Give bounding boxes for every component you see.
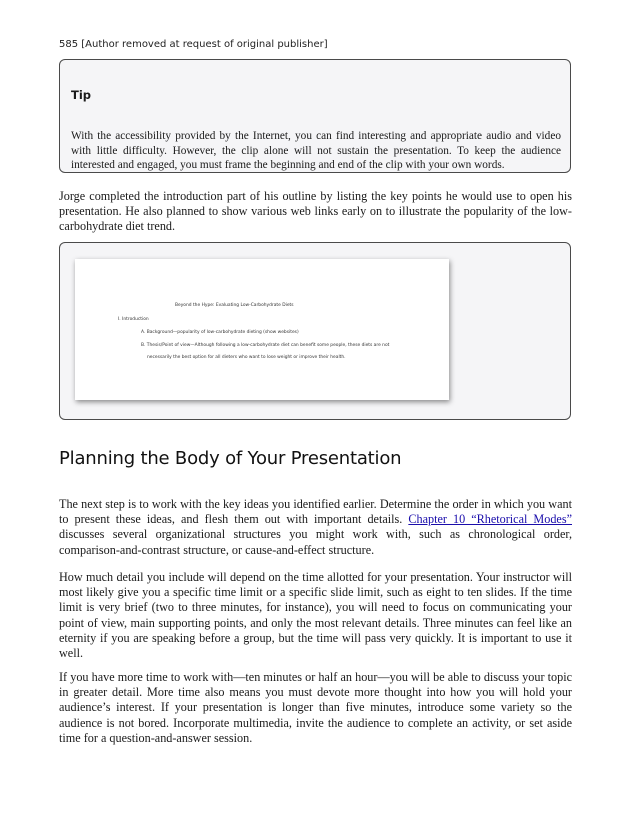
figure-box	[59, 242, 571, 420]
body-paragraph-2: How much detail you include will depend on the time allotted for your presentation. Your instructor will most likely give you a specific time limit or a specific slide limit, such as eight to ten slides. If the time limit is very brief (two to three minutes, for instance), you will need to focus on communicating your point of view, main supporting points, and only the most relevant details. Three minutes can feel like an eternity if you are speaking before a group, but the time will pass very quickly. It is important to use it well.	[59, 570, 572, 661]
body-paragraph-3: If you have more time to work with—ten minutes or half an hour—you will be able to discuss your topic in greater detail. More time also means you must devote more thought into how you will hold your audience’s interest. If your presentation is longer than five minutes, introduce some variety so the audience is not bored. Incorporate multimedia, invite the audience to complete an activity, or set aside time for a question-and-answer session.	[59, 670, 572, 745]
intro-paragraph: Jorge completed the introduction part of his outline by listing the key points he would use to open his presentation. He also planned to show various web links early on to illustrate the popularity of the low-carbohydrate diet trend.	[59, 189, 572, 234]
slide-item-thesis: B. Thesis/Point of view—Although following a low-carbohydrate diet can benefit some people, these diets are not	[141, 343, 390, 348]
outline-slide-image	[75, 259, 449, 400]
tip-title: Tip	[71, 88, 92, 102]
body-paragraph-1	[59, 497, 572, 558]
page-number: 585	[59, 39, 79, 50]
chapter-10-link[interactable]: Chapter 10 “Rhetorical Modes”	[408, 512, 572, 527]
slide-title: Beyond the Hype: Evaluating Low-Carbohydrate Diets	[175, 303, 294, 308]
slide-item-thesis-cont: necessarily the best option for all dieters who want to lose weight or improve their health.	[147, 355, 346, 360]
page-header	[59, 39, 328, 50]
attribution: [Author removed at request of original publisher]	[81, 39, 328, 50]
tip-box	[59, 59, 571, 173]
body-paragraph-1-text-b: discusses several organizational structures you might work with, such as chronological order, comparison-and-contrast structure, or cause-and-effect structure.	[59, 527, 572, 557]
section-heading: Planning the Body of Your Presentation	[59, 448, 402, 469]
slide-item-background: A. Background—popularity of low-carbohydrate dieting (show websites)	[141, 330, 299, 335]
tip-body: With the accessibility provided by the Internet, you can find interesting and appropriate audio and video with little difficulty. However, the clip alone will not sustain the presentation. To keep the audience interested and engaged, you must frame the beginning and end of the clip with your own words.	[71, 130, 561, 171]
slide-item-introduction: I. Introduction	[118, 317, 149, 322]
body-paragraph-1-text-a: The next step is to work with the key ideas you identified earlier. Determine the order in which you want to present these ideas, and flesh them out with important details.	[59, 497, 572, 527]
